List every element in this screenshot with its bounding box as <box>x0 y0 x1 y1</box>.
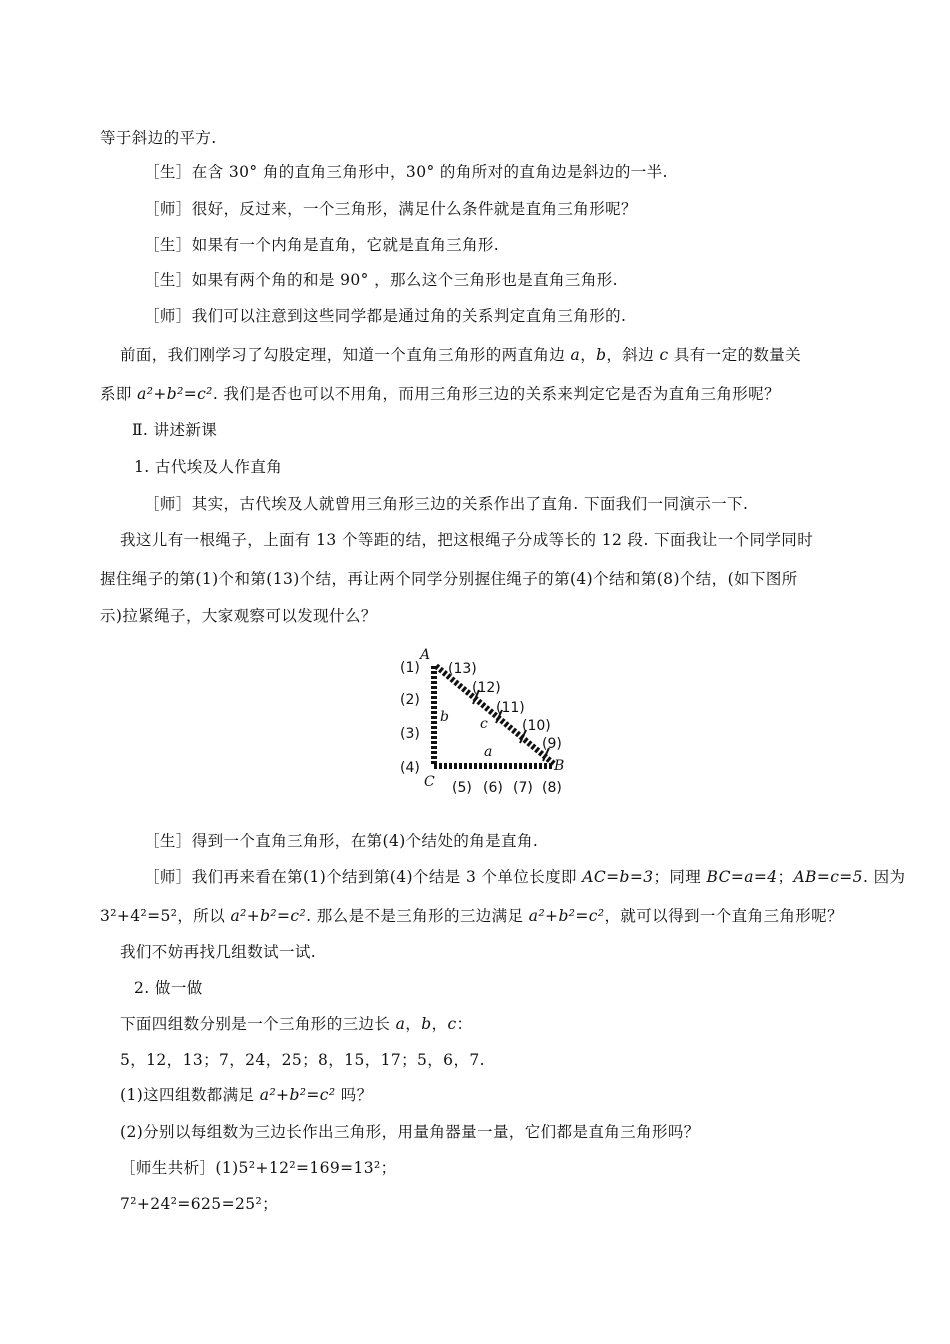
paragraph-line: (1)这四组数都满足 a²+b²=c² 吗？ <box>120 1086 373 1104</box>
knot-label: (8) <box>542 780 562 796</box>
formula: 3²+4²=5² <box>100 907 178 925</box>
knot-label: (2) <box>400 692 420 708</box>
knot-label: (6) <box>483 780 503 796</box>
knot-label: (5) <box>452 780 472 796</box>
paragraph-line: 3²+4²=5²，所以 a²+b²=c². 那么是不是三角形的三边满足 a²+b²=c²，就可以得到一个直角三角形呢？ <box>100 907 843 925</box>
paragraph-line: ［师］其实，古代埃及人就曾用三角形三边的关系作出了直角. 下面我们一同演示一下. <box>144 495 749 513</box>
vertex-a-label: A <box>420 647 431 663</box>
paragraph-line: ［生］在含 30° 角的直角三角形中，30° 的角所对的直角边是斜边的一半. <box>144 163 668 181</box>
knot-label: (12) <box>472 680 501 696</box>
paragraph-line: (2)分别以每组数为三边长作出三角形，用量角器量一量，它们都是直角三角形吗？ <box>120 1123 700 1141</box>
knot-label: (1) <box>400 660 420 676</box>
vertex-c-label: C <box>424 774 435 790</box>
paragraph-line: 我这儿有一根绳子，上面有 13 个等距的结，把这根绳子分成等长的 12 段. 下面我让一个同学同时 <box>120 531 814 549</box>
section-heading: Ⅱ. 讲述新课 <box>132 421 218 439</box>
paragraph-line: ［生］得到一个直角三角形，在第(4)个结处的角是直角. <box>144 832 539 850</box>
side-b-label: b <box>440 709 449 725</box>
knot-label: (9) <box>542 736 562 752</box>
paragraph-line: 等于斜边的平方. <box>100 129 217 147</box>
paragraph-line: ［生］如果有两个角的和是 90° ，那么这个三角形也是直角三角形. <box>144 271 618 289</box>
knot-label: (13) <box>448 661 477 677</box>
knot-label: (4) <box>400 760 420 776</box>
triangle-diagram <box>396 644 576 800</box>
knot-label: (10) <box>522 718 551 734</box>
subsection-heading: 1. 古代埃及人作直角 <box>134 458 283 476</box>
paragraph-line: ［师生共析］(1)5²+12²=169=13²； <box>120 1159 397 1177</box>
paragraph-line: ［师］很好，反过来，一个三角形，满足什么条件就是直角三角形呢？ <box>144 200 637 218</box>
paragraph-line: 前面，我们刚学习了勾股定理，知道一个直角三角形的两直角边 a，b，斜边 c 具有一定的数量关 <box>120 346 802 364</box>
paragraph-line: ［师］我们可以注意到这些同学都是通过角的关系判定直角三角形的. <box>144 307 627 325</box>
formula: a²+b²=c² <box>259 1086 336 1104</box>
side-a-label: a <box>484 744 493 760</box>
paragraph-line: 系即 a²+b²=c². 我们是否也可以不用角，而用三角形三边的关系来判定它是否为直角三角形呢？ <box>100 385 780 403</box>
subsection-heading: 2. 做一做 <box>134 979 203 997</box>
formula: a²+b²=c² <box>230 907 307 925</box>
paragraph-line: 7²+24²=625=25²； <box>120 1195 278 1213</box>
knot-label: (3) <box>400 726 420 742</box>
formula: a²+b²=c² <box>528 907 605 925</box>
paragraph-line: 我们不妨再找几组数试一试. <box>120 943 317 961</box>
knot-label: (11) <box>496 700 525 716</box>
paragraph-line: 5，12，13；7，24，25；8，15，17；5，6，7. <box>120 1051 485 1069</box>
paragraph-line: 示)拉紧绳子，大家观察可以发现什么？ <box>100 607 377 625</box>
vertex-b-label: B <box>554 758 565 774</box>
rope-triangle-figure <box>396 644 576 800</box>
side-c-label: c <box>480 716 488 732</box>
paragraph-line: 握住绳子的第(1)个和第(13)个结，再让两个同学分别握住绳子的第(4)个结和第(8)个结，(如下图所 <box>100 570 798 588</box>
formula: a²+b²=c² <box>137 385 213 403</box>
paragraph-line: ［师］我们再来看在第(1)个结到第(4)个结是 3 个单位长度即 AC=b=3；同理 BC=a=4；AB=c=5. 因为 <box>144 868 906 886</box>
paragraph-line: ［生］如果有一个内角是直角，它就是直角三角形. <box>144 236 500 254</box>
knot-label: (7) <box>513 780 533 796</box>
paragraph-line: 下面四组数分别是一个三角形的三边长 a，b，c： <box>120 1015 473 1033</box>
